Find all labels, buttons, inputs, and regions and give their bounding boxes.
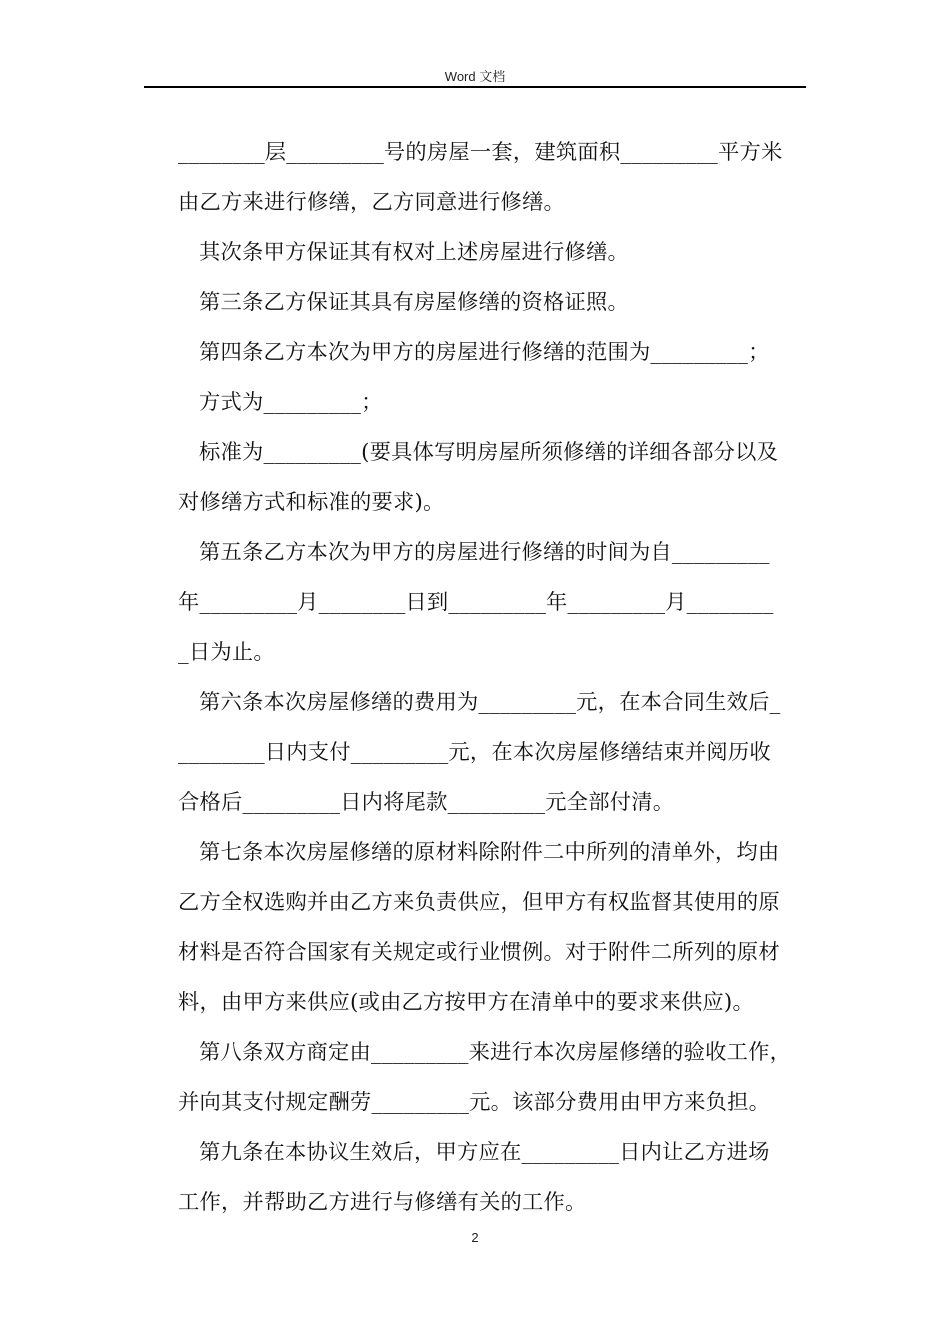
paragraph-line: 第三条乙方保证其具有房屋修缮的资格证照。 xyxy=(199,290,629,315)
paragraph-line: 并向其支付规定酬劳_________元。该部分费用由甲方来负担。 xyxy=(178,1090,771,1115)
paragraph-line: 乙方全权选购并由乙方来负责供应，但甲方有权监督其使用的原 xyxy=(178,890,780,915)
paragraph-line: 年_________月________日到_________年_________月________ xyxy=(178,590,774,615)
page-number: 2 xyxy=(471,1230,479,1245)
paragraph-line: 第七条本次房屋修缮的原材料除附件二中所列的清单外，均由 xyxy=(199,840,780,865)
header-divider xyxy=(144,86,806,88)
paragraph-line: 第四条乙方本次为甲方的房屋进行修缮的范围为_________； xyxy=(199,340,770,365)
paragraph-line: 标准为_________(要具体写明房屋所须修缮的详细各部分以及 xyxy=(199,440,779,465)
paragraph-line: 料，由甲方来供应(或由乙方按甲方在清单中的要求来供应)。 xyxy=(178,990,754,1015)
paragraph-line: ________层_________号的房屋一套，建筑面积_________平方米 xyxy=(178,140,783,165)
document-body xyxy=(178,128,808,1228)
paragraph-line: 合格后_________日内将尾款_________元全部付清。 xyxy=(178,790,675,815)
paragraph-line: 材料是否符合国家有关规定或行业惯例。对于附件二所列的原材 xyxy=(178,940,780,965)
paragraph-line: 其次条甲方保证其有权对上述房屋进行修缮。 xyxy=(199,240,629,265)
paragraph-line: 第八条双方商定由_________来进行本次房屋修缮的验收工作， xyxy=(199,1040,792,1065)
paragraph-line: _日为止。 xyxy=(178,640,275,665)
paragraph-line: ________日内支付_________元，在本次房屋修缮结束并阅历收 xyxy=(178,740,771,765)
paragraph-line: 第五条乙方本次为甲方的房屋进行修缮的时间为自_________ xyxy=(199,540,770,565)
paragraph-line: 第六条本次房屋修缮的费用为_________元，在本合同生效后_ xyxy=(199,690,781,715)
paragraph-line: 由乙方来进行修缮，乙方同意进行修缮。 xyxy=(178,190,565,215)
paragraph-line: 第九条在本协议生效后，甲方应在_________日内让乙方进场 xyxy=(199,1140,770,1165)
paragraph-line: 对修缮方式和标准的要求)。 xyxy=(178,490,445,515)
page-header: Word 文档 xyxy=(444,69,506,84)
paragraph-line: 方式为_________； xyxy=(199,390,383,415)
paragraph-line: 工作，并帮助乙方进行与修缮有关的工作。 xyxy=(178,1190,587,1215)
